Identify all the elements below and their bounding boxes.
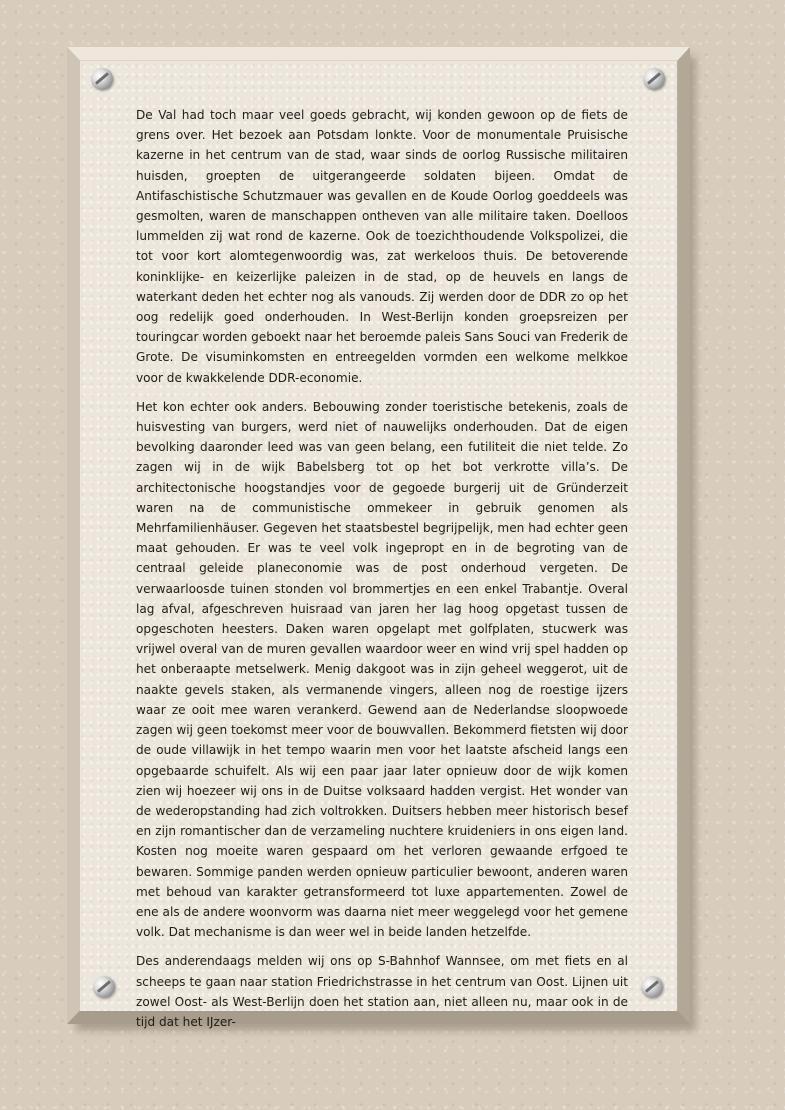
paragraph-2: Het kon echter ook anders. Bebouwing zonder toeristische betekenis, zoals de huisvesting van burgers, werd niet of nauwelijks onderhouden. Dat de eigen bevolking daaronder leed was van geen belang, een futiliteit die niet telde. Zo zagen wij in de wijk Babelsberg tot op het bot verkrotte villa’s. De architectonische hoogstandjes voor de gegoede burgerij uit de Gründerzeit waren na de communistische ommekeer in gebruik genomen als Mehrfamilienhäuser. Gegeven het staatsbestel begrijpelijk, men had echter geen maat gehouden. Er was te veel volk ingepropt en in de begroting van de centraal geleide planeconomie was de post onderhoud vergeten. De verwaarloosde tuinen stonden vol brommertjes en een enkel Trabantje. Overal lag afval, afgeschreven huisraad van jaren her lag hoog opgetast tussen de opgeschoten heesters. Daken waren opgelapt met golfplaten, stucwerk was vrijwel overal van de muren gevallen waardoor weer en wind vrij spel hadden op het onberaapte metselwerk. Menig dakgoot was in zijn geheel weggerot, uit de naakte gevels staken, als vermanende vingers, alleen nog de roestige ijzers waar ze ooit mee waren verankerd. Gewend aan de Nederlandse sloopwoede zagen wij geen toekomst meer voor de bouwvallen. Bekommerd fietsten wij door de oude villawijk in het tempo waarin men voor het laatste afscheid langs een opgebaarde schuifelt. Als wij een paar jaar later opnieuw door de wijk komen zien wij hoezeer wij ons in de Duitse volksaard hadden vergist. Het wonder van de wederopstanding had zich voltrokken. Duitsers hebben meer historisch besef en zijn romantischer dan de verzameling nuchtere kruideniers in ons eigen land. Kosten nog moeite waren gespaard om het verloren gewaande erfgoed te bewaren. Sommige panden werden opnieuw particulier bewoont, anderen waren met behoud van karakter getransformeerd tot luxe appartementen. Zowel de ene als de andere woonvorm was daarna niet meer weggelegd voor het gemene volk. Dat mechanisme is dan weer wel in beide landen hetzelfde. [136,399,628,940]
screw-icon [643,68,665,90]
screw-icon [641,976,663,998]
document-body [136,105,628,1041]
paragraph-1: De Val had toch maar veel goeds gebracht, wij konden gewoon op de fiets de grens over. Het bezoek aan Potsdam lonkte. Voor de monumentale Pruisische kazerne in het centrum van de stad, waar sinds de oorlog Russische militairen huisden, groepten de uitgerangeerde soldaten bijeen. Omdat de Antifaschistische Schutzmauer was gevallen en de Koude Oorlog goeddeels was gesmolten, waren de manschappen ontheven van alle militaire taken. Doelloos lummelden zij wat rond de kazerne. Ook de toezichthoudende Volkspolizei, die tot voor kort alomtegenwoordig was, zat werkeloos thuis. De betoverende koninklijke- en keizerlijke paleizen in de stad, op de heuvels en langs de waterkant deden het echter nog als vanouds. Zij werden door de DDR zo op het oog redelijk goed onderhouden. In West-Berlijn konden groepsreizen per touringcar worden geboekt naar het beroemde paleis Sans Souci van Frederik de Grote. De visuminkomsten en entreegelden vormden een welkome melkkoe voor de kwakkelende DDR-economie. [136,108,628,385]
screw-icon [91,68,113,90]
paragraph-3: Des anderendaags melden wij ons op S-Bahnhof Wannsee, om met fiets en al scheeps te gaan naar station Friedrichstrasse in het centrum van Oost. Lijnen uit zowel Oost- als West-Berlijn doen het station aan, niet alleen nu, maar ook in de tijd dat het IJzer- [136,954,628,1029]
screw-icon [93,976,115,998]
